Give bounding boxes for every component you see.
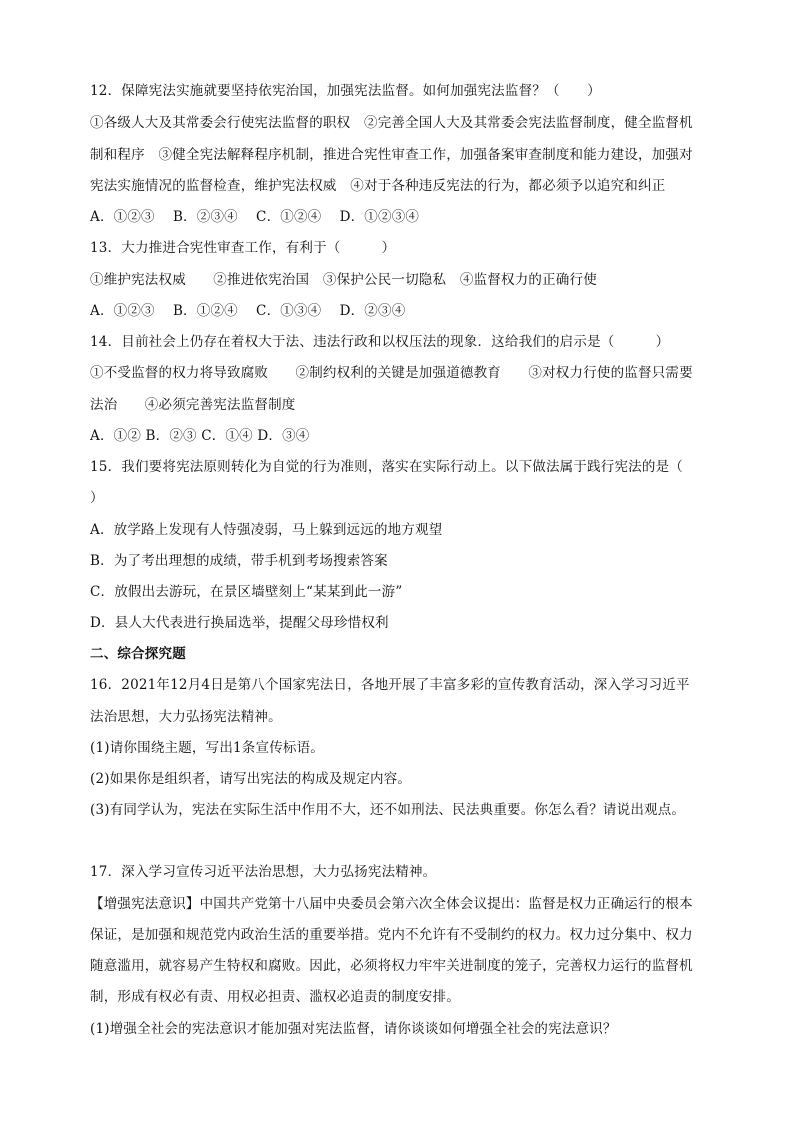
- q17-material-line4: 制，形成有权必有责、用权必担责、滥权必追责的制度安排。: [90, 989, 460, 1005]
- q12-options-line3: 宪法实施情况的监督检查，维护宪法权威 ④对于各种违反宪法的行为，都必须予以追究和纠正: [90, 178, 666, 194]
- q15-option-b: B．为了考出理想的成绩，带手机到考场搜索答案: [90, 553, 388, 569]
- q17-material-line1: 【增强宪法意识】中国共产党第十八届中央委员会第六次全体会议提出：监督是权力正确运行的根本: [90, 896, 693, 912]
- q17-material-line3: 随意滥用，就容易产生特权和腐败。因此，必须将权力牢牢关进制度的笼子，完善权力运行的监督机: [90, 958, 693, 974]
- q15-option-c: C．放假出去游玩，在景区墙壁刻上“某某到此一游”: [90, 584, 403, 600]
- q12-options-line1: ①各级人大及其常委会行使宪法监督的职权 ②完善全国人大及其常委会宪法监督制度，健全监督机: [90, 115, 693, 131]
- q13-stem: 13．大力推进合宪性审查工作，有利于（ ）: [90, 240, 396, 256]
- q12-options-line2: 制和程序 ③健全宪法解释程序机制，推进合宪性审查工作，加强备案审查制度和能力建设，加强对: [90, 147, 693, 163]
- q15-stem-line2: ）: [90, 490, 104, 506]
- q16-stem-line2: 法治思想，大力弘扬宪法精神。: [90, 709, 282, 725]
- q16-stem-line1: 16．2021年12月4日是第八个国家宪法日，各地开展了丰富多彩的宣传教育活动，深入学习习近平: [90, 677, 690, 693]
- q15-stem-line1: 15．我们要将宪法原则转化为自觉的行为准则，落实在实际行动上。以下做法属于践行宪法的是（: [90, 459, 683, 475]
- q17-stem: 17．深入学习宣传习近平法治思想，大力弘扬宪法精神。: [90, 864, 437, 880]
- q16-sub2: (2)如果你是组织者，请写出宪法的构成及规定内容。: [90, 771, 412, 787]
- q15-option-d: D．县人大代表进行换届选举，提醒父母珍惜权利: [90, 615, 389, 631]
- q14-options-line2: 法治 ④必须完善宪法监督制度: [90, 397, 296, 413]
- q12-stem: 12．保障宪法实施就要坚持依宪治国，加强宪法监督。如何加强宪法监督？（ ）: [90, 83, 601, 99]
- q13-options: ①维护宪法权威 ②推进依宪治国 ③保护公民一切隐私 ④监督权力的正确行使: [90, 272, 597, 288]
- q16-sub3: (3)有同学认为，宪法在实际生活中作用不大，还不如刑法、民法典重要。你怎么看？请说出观点。: [90, 802, 686, 818]
- q13-choices: A．①②③ B．①②④ C．①③④ D．②③④: [90, 303, 406, 319]
- q14-stem: 14．目前社会上仍存在着权大于法、违法行政和以权压法的现象．这给我们的启示是（ ）: [90, 334, 670, 350]
- section2-title: 二、综合探究题: [90, 646, 186, 662]
- q12-choices: A．①②③ B．②③④ C．①②④ D．①②③④: [90, 209, 420, 225]
- q16-sub1: (1)请你围绕主题，写出1条宣传标语。: [90, 740, 325, 756]
- q15-option-a: A．放学路上发现有人恃强凌弱，马上躲到远远的地方观望: [90, 522, 443, 538]
- q14-choices: A．①② B．②③ C．①④ D．③④: [90, 428, 310, 444]
- q17-sub1: (1)增强全社会的宪法意识才能加强对宪法监督，请你谈谈如何增强全社会的宪法意识？: [90, 1021, 617, 1037]
- q14-options-line1: ①不受监督的权力将导致腐败 ②制约权利的关键是加强道德教育 ③对权力行使的监督只需要: [90, 365, 693, 381]
- q17-material-line2: 保证，是加强和规范党内政治生活的重要举措。党内不允许有不受制约的权力。权力过分集中、权力: [90, 927, 693, 943]
